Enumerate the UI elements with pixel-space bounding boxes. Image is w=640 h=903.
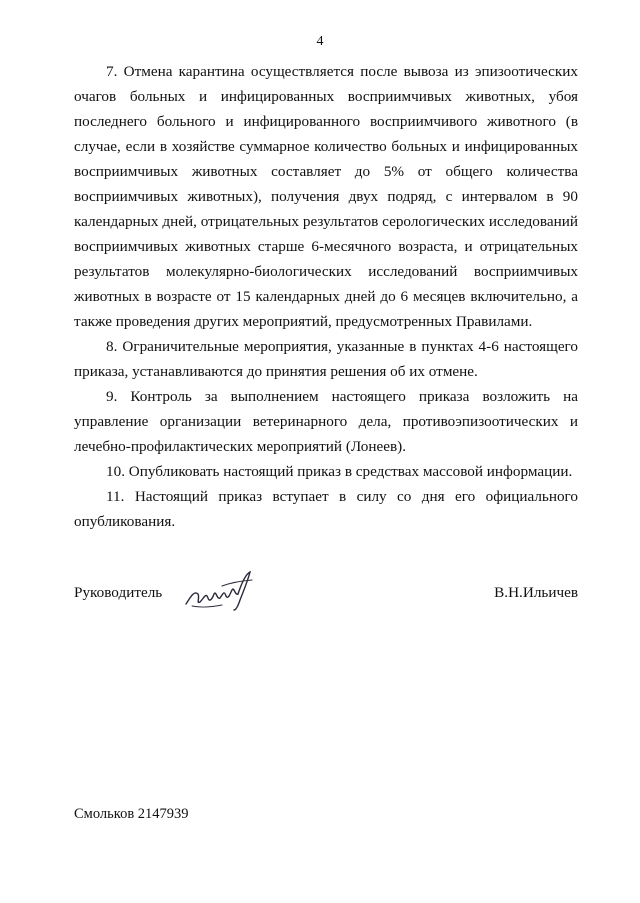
paragraph-11: 11. Настоящий приказ вступает в силу со дня его официального опубликования. — [74, 488, 578, 530]
page-number: 4 — [316, 34, 324, 49]
paragraph-7: 7. Отмена карантина осуществляется после вывоза из эпизоотических очагов больных и инфицированных восприимчивых животных, убоя последнего больного и инфицированного восприимчивого животного (в случае, если в хозяйстве суммарное количество больных и инфицированных восприимчивых животных составляет до 5% от общего количества восприимчивых животных), получения двух подряд, с интервалом в 90 календарных дней, отрицательных результатов серологических исследований восприимчивых животных старше 6-месячного возраста, и отрицательных результатов молекулярно-биологических исследований восприимчивых животных в возрасте от 15 календарных дней до 6 месяцев включительно, а также проведения других мероприятий, предусмотренных Правилами. — [74, 63, 578, 330]
signatory-name: В.Н.Ильичев — [494, 584, 578, 601]
signatory-position: Руководитель — [74, 584, 163, 601]
signature-block — [74, 568, 578, 618]
document-body — [74, 59, 578, 534]
executor-line: Смольков 2147939 — [74, 806, 189, 822]
paragraph-9: 9. Контроль за выполнением настоящего приказа возложить на управление организации ветеринарного дела, противоэпизоотических и лечебно-профилактических мероприятий (Лонеев). — [74, 388, 578, 455]
paragraph-8: 8. Ограничительные мероприятия, указанные в пунктах 4-6 настоящего приказа, устанавливаются до принятия решения об их отмене. — [74, 338, 578, 380]
paragraph-10: 10. Опубликовать настоящий приказ в средствах массовой информации. — [106, 463, 573, 480]
handwritten-signature — [182, 568, 256, 612]
